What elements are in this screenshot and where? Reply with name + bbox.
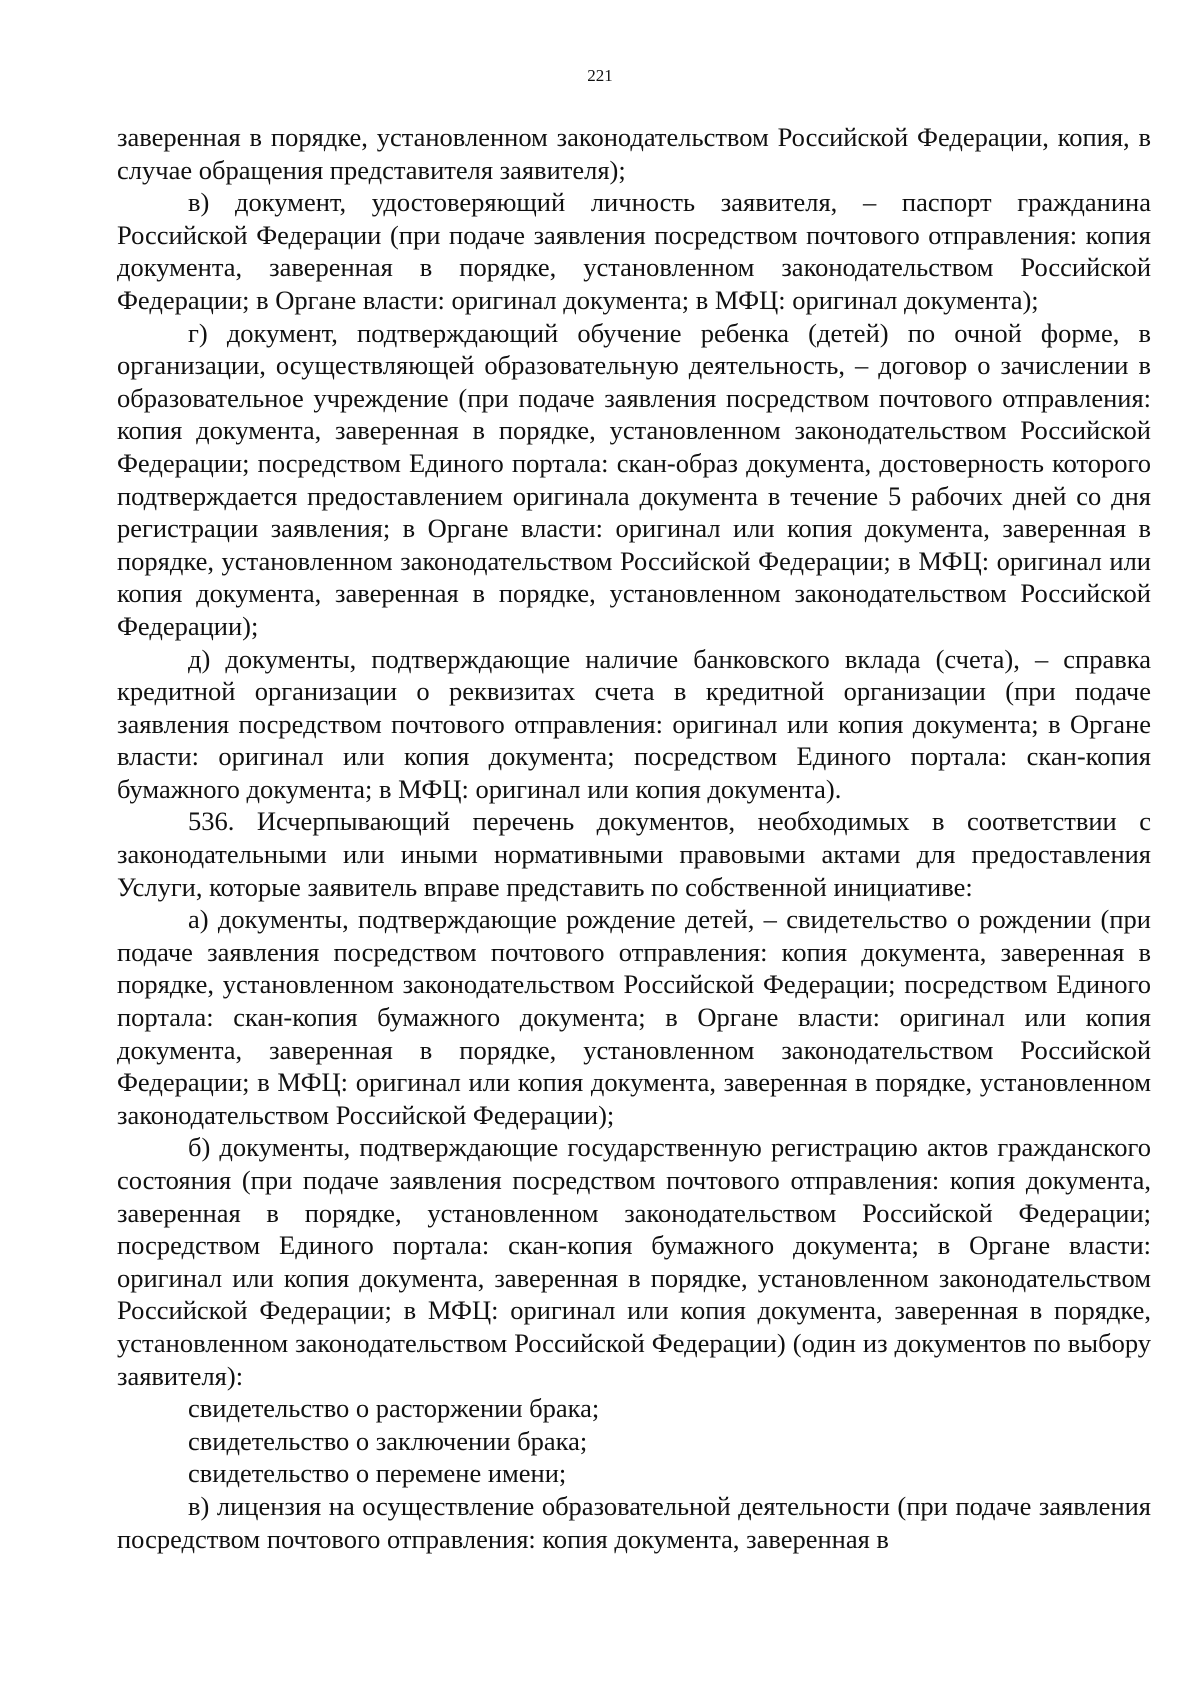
paragraph: в) документ, удостоверяющий личность заявителя, – паспорт гражданина Российской Федерации (при подаче заявления посредством почтового отправления: копия документа, заверенная в порядке, установленном законодательством Российской Федерации; в Органе власти: оригинал документа; в МФЦ: оригинал документа); (117, 187, 1151, 315)
paragraph: свидетельство о заключении брака; (188, 1425, 588, 1456)
paragraph: свидетельство о расторжении брака; (188, 1393, 600, 1424)
paragraph: 536. Исчерпывающий перечень документов, необходимых в соответствии с законодательными или иными нормативными правовыми актами для предоставления Услуги, которые заявитель вправе представить по собственной инициативе: (117, 806, 1151, 902)
document-body (117, 121, 1151, 1555)
paragraph: в) лицензия на осуществление образовательной деятельности (при подаче заявления посредством почтового отправления: копия документа, заверенная в (117, 1490, 1151, 1554)
paragraph: г) документ, подтверждающий обучение ребенка (детей) по очной форме, в организации, осуществляющей образовательную деятельность, – договор о зачислении в образовательное учреждение (при подаче заявления посредством почтового отправления: копия документа, заверенная в порядке, установленном законодательством Российской Федерации; посредством Единого портала: скан-образ документа, достоверность которого подтверждается предоставлением оригинала документа в течение 5 рабочих дней со дня регистрации заявления; в Органе власти: оригинал или копия документа, заверенная в порядке, установленном законодательством Российской Федерации; в МФЦ: оригинал или копия документа, заверенная в порядке, установленном законодательством Российской Федерации); (117, 317, 1151, 641)
page-number: 221 (587, 66, 613, 85)
paragraph: заверенная в порядке, установленном законодательством Российской Федерации, копия, в случае обращения представителя заявителя); (117, 122, 1151, 185)
paragraph: свидетельство о перемене имени; (188, 1458, 567, 1489)
paragraph: б) документы, подтверждающие государственную регистрацию актов гражданского состояния (при подаче заявления посредством почтового отправления: копия документа, заверенная в порядке, установленном законодательством Российской Федерации; посредством Единого портала: скан-копия бумажного документа; в Органе власти: оригинал или копия документа, заверенная в порядке, установленном законодательством Российской Федерации; в МФЦ: оригинал или копия документа, заверенная в порядке, установленном законодательством Российской Федерации) (один из документов по выбору заявителя): (117, 1132, 1151, 1391)
paragraph: д) документы, подтверждающие наличие банковского вклада (счета), – справка кредитной организации о реквизитах счета в кредитной организации (при подаче заявления посредством почтового отправления: оригинал или копия документа; в Органе власти: оригинал или копия документа; посредством Единого портала: скан-копия бумажного документа; в МФЦ: оригинал или копия документа). (117, 643, 1151, 804)
paragraph: а) документы, подтверждающие рождение детей, – свидетельство о рождении (при подаче заявления посредством почтового отправления: копия документа, заверенная в порядке, установленном законодательством Российской Федерации; посредством Единого портала: скан-копия бумажного документа; в Органе власти: оригинал или копия документа, заверенная в порядке, установленном законодательством Российской Федерации; в МФЦ: оригинал или копия документа, заверенная в порядке, установленном законодательством Российской Федерации); (117, 904, 1151, 1130)
